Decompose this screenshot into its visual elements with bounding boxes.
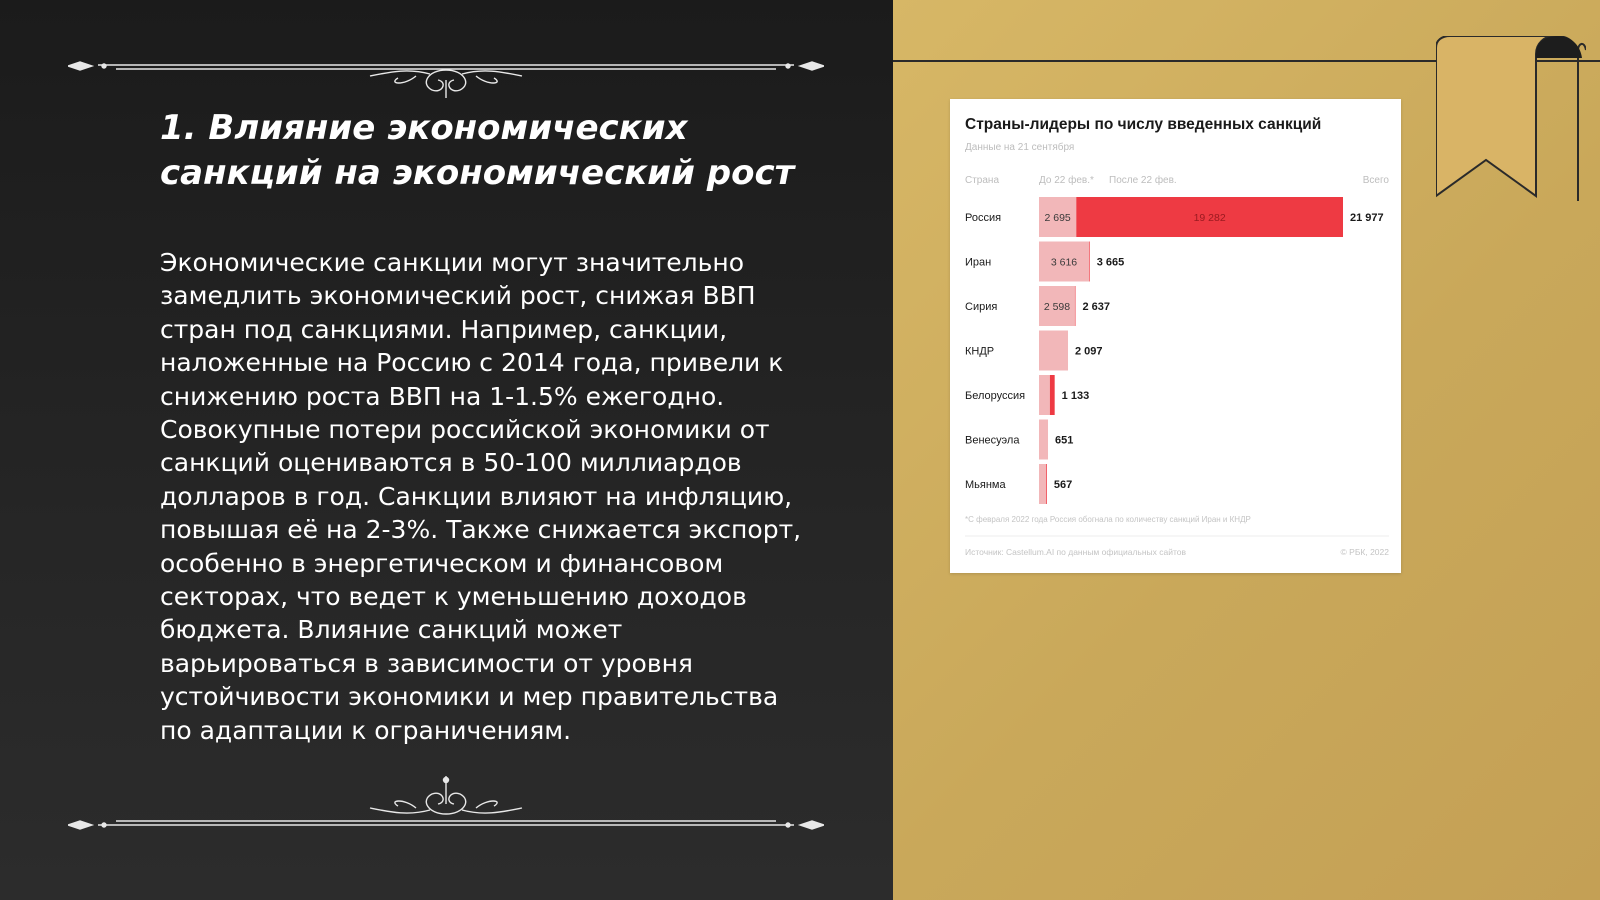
after-value-label: 19 282: [1193, 212, 1226, 224]
bar-before-22-feb: [1039, 420, 1048, 460]
header-before: До 22 фев.*: [1039, 175, 1094, 186]
total-value-label: 2 097: [1075, 345, 1103, 358]
bar-after-22-feb: [1046, 464, 1047, 504]
total-value-label: 567: [1053, 479, 1073, 491]
slide-title: 1. Влияние экономических санкций на экономический рост: [160, 108, 795, 193]
category-label: Мьянма: [965, 479, 1006, 491]
category-label: КНДР: [965, 345, 995, 358]
total-value-label: 2 637: [1082, 301, 1111, 313]
category-label: Россия: [965, 212, 1002, 224]
chart-credit: © РБК, 2022: [1340, 547, 1389, 557]
bar-before-22-feb: [1039, 375, 1050, 415]
sanctions-chart-card: [950, 99, 1401, 573]
sanctions-bar-chart: [950, 99, 1401, 573]
slide-body-text: Экономические санкции могут значительно замедлить экономический рост, снижая ВВП стран под санкциями. Например, санкции, наложенные на Россию с 2014 года, привели к снижению роста ВВП на 1-1.5% ежегодно. Совокупные потери российской экономики от санкций оцениваются в 50-100 миллиардов долларов в год. Санкции влияют на инфляцию, повышая её на 2-3%. Также снижается экспорт, особенно в энергетическом и финансовом секторах, что ведет к уменьшению доходов бюджета. Влияние санкций может варьироваться в зависимости от уровня устойчивости экономики и мер правительства по адаптации к ограничениям.: [160, 248, 802, 745]
before-value-label: 2 598: [1043, 301, 1071, 313]
category-label: Сирия: [965, 301, 998, 313]
category-label: Белоруссия: [965, 390, 1026, 402]
bar-before-22-feb: [1039, 464, 1046, 504]
category-label: Иран: [965, 256, 992, 269]
chart-source: Источник: Castellum.AI по данным официальных сайтов: [965, 547, 1187, 557]
category-label: Венесуэла: [965, 434, 1020, 447]
total-value-label: 21 977: [1350, 212, 1384, 224]
before-value-label: 2 695: [1044, 212, 1071, 224]
bar-after-22-feb: [1089, 242, 1090, 282]
bars-layer: [965, 197, 1384, 504]
bar-before-22-feb: [1039, 331, 1068, 371]
bookmark-ribbon-icon: [1436, 36, 1586, 201]
bottom-ornament-divider: [68, 774, 824, 834]
before-value-label: 3 616: [1050, 256, 1078, 269]
header-country: Страна: [965, 175, 1000, 186]
top-ornament-divider: [68, 38, 824, 98]
bar-after-22-feb: [1050, 375, 1055, 415]
chart-subtitle: Данные на 21 сентября: [965, 142, 1075, 153]
header-total: Всего: [1362, 175, 1389, 186]
chart-footnote: *С февраля 2022 года Россия обогнала по количеству санкций Иран и КНДР: [965, 515, 1251, 524]
total-value-label: 1 133: [1061, 390, 1090, 402]
chart-title: Страны-лидеры по числу введенных санкций: [965, 116, 1322, 133]
bar-after-22-feb: [1075, 286, 1076, 326]
total-value-label: 651: [1055, 434, 1074, 447]
total-value-label: 3 665: [1096, 256, 1125, 269]
header-after: После 22 фев.: [1109, 175, 1177, 186]
